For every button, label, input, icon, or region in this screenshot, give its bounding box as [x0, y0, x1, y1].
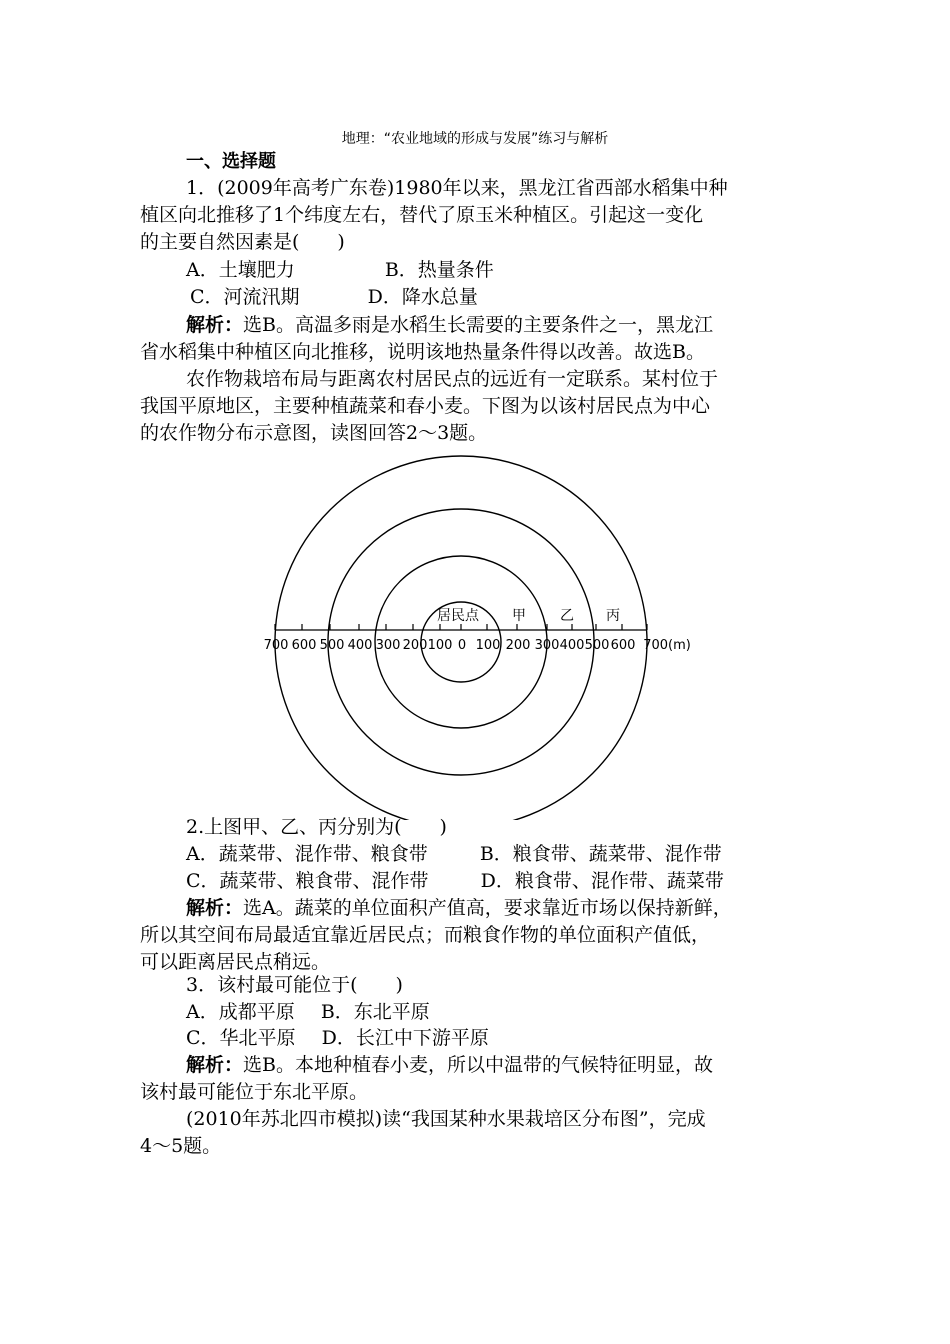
q3-answer-line-2: 该村最可能位于东北平原。 — [140, 1081, 369, 1103]
intro45-line-1: (2010年苏北四市模拟)读“我国某种水果栽培区分布图”，完成 — [186, 1108, 706, 1130]
q1-answer-label: 解析： — [186, 314, 244, 336]
q3-answer-text-1: 选B。本地种植春小麦，所以中温带的气候特征明显，故 — [243, 1054, 713, 1076]
zone-label-yi: 乙 — [560, 608, 574, 624]
tick-label-right-400: 400 — [559, 638, 585, 653]
q2-options-ab — [186, 841, 820, 868]
tick-label-right-200: 200 — [505, 638, 531, 653]
q1-answer-text-1: 选B。高温多雨是水稻生长需要的主要条件之一，黑龙江 — [243, 314, 713, 336]
tick-label-right-500: 500 — [584, 638, 610, 653]
intro23-line-3: 的农作物分布示意图，读图回答2～3题。 — [140, 422, 488, 444]
q3-option-b: B．东北平原 — [320, 1001, 430, 1023]
q1-options-cd — [190, 284, 870, 311]
q1-option-b: B．热量条件 — [384, 259, 494, 281]
zone-label-bing: 丙 — [606, 608, 620, 624]
q3-options-cd — [186, 1025, 820, 1052]
q3-options-ab — [186, 999, 820, 1026]
q2-option-a: A．蔬菜带、混作带、粮食带 — [186, 843, 428, 865]
tick-label-left-400: 400 — [347, 638, 373, 653]
tick-label-right-600: 600 — [610, 638, 636, 653]
q2-answer-line-2: 所以其空间布局最适宜靠近居民点；而粮食作物的单位面积产值低， — [140, 924, 711, 946]
q2-option-d: D．粮食带、混作带、蔬菜带 — [480, 870, 724, 892]
tick-label-left-300: 300 — [375, 638, 401, 653]
crop-zone-diagram — [260, 455, 700, 820]
q2-answer-line-3: 可以距离居民点稍远。 — [140, 951, 331, 973]
tick-label-left-700: 700 — [263, 638, 289, 653]
tick-label-right-700: 700(m) — [643, 638, 691, 653]
q2-answer-line-1 — [186, 895, 820, 922]
q1-option-c: C．河流汛期 — [190, 286, 300, 308]
q1-options-ab — [186, 257, 820, 284]
tick-label-left-500: 500 — [319, 638, 345, 653]
tick-label-right-100: 100 — [475, 638, 501, 653]
tick-label-right-300: 300 — [534, 638, 560, 653]
center-label: 居民点 — [437, 608, 479, 624]
q2-option-c: C．蔬菜带、粮食带、混作带 — [186, 870, 429, 892]
q2-answer-text-1: 选A。蔬菜的单位面积产值高，要求靠近市场以保持新鲜， — [243, 897, 732, 919]
document-title: 地理：“农业地域的形成与发展”练习与解析 — [341, 131, 609, 147]
q1-option-d: D．降水总量 — [367, 286, 478, 308]
q3-answer-line-1 — [186, 1052, 820, 1079]
q1-line-2: 植区向北推移了1个纬度左右，替代了原玉米种植区。引起这一变化 — [140, 204, 704, 226]
q3-option-c: C．华北平原 — [186, 1027, 296, 1049]
q3-answer-label: 解析： — [186, 1054, 244, 1076]
q2-option-b: B．粮食带、蔬菜带、混作带 — [479, 843, 722, 865]
intro23-line-1: 农作物栽培布局与距离农村居民点的远近有一定联系。某村位于 — [186, 368, 719, 390]
q1-option-a: A．土壤肥力 — [186, 259, 295, 281]
intro45-line-2: 4～5题。 — [140, 1135, 222, 1157]
q1-line-3: 的主要自然因素是( ) — [140, 231, 345, 253]
tick-label-left-600: 600 — [291, 638, 317, 653]
section-heading: 一、选择题 — [186, 151, 276, 172]
intro23-line-2: 我国平原地区，主要种植蔬菜和春小麦。下图为以该村居民点为中心 — [140, 395, 711, 417]
q3-option-a: A．成都平原 — [186, 1001, 295, 1023]
tick-label-left-200: 200 — [402, 638, 428, 653]
tick-label-left-100: 100 — [427, 638, 453, 653]
q2-answer-label: 解析： — [186, 897, 244, 919]
q3-option-d: D．长江中下游平原 — [321, 1027, 489, 1049]
q2-stem: 2.上图甲、乙、丙分别为( ) — [186, 816, 447, 838]
q1-answer-line-1 — [186, 312, 820, 339]
q1-line-1: 1．(2009年高考广东卷)1980年以来，黑龙江省西部水稻集中种 — [186, 177, 728, 199]
q1-answer-line-2: 省水稻集中种植区向北推移，说明该地热量条件得以改善。故选B。 — [140, 341, 705, 363]
q2-options-cd — [186, 868, 820, 895]
q3-stem: 3．该村最可能位于( ) — [186, 974, 403, 996]
tick-label-center-0: 0 — [457, 638, 467, 653]
zone-label-jia: 甲 — [512, 608, 526, 624]
